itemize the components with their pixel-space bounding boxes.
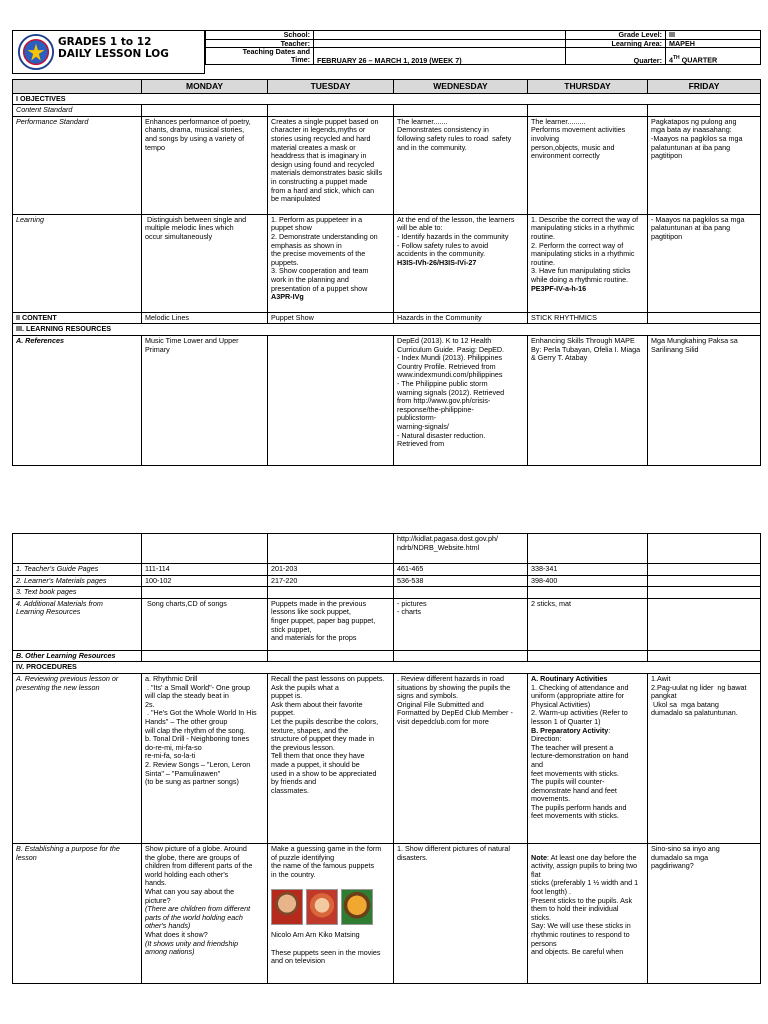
- learning-code-thu: PE3PF-IV-a-h-16: [531, 283, 587, 293]
- header-info-table: [205, 30, 761, 65]
- purpose-fri: Sino-sino sa inyo ang dumadalo sa mga pagdiriwang?: [648, 843, 761, 983]
- grade-label: Grade Level:: [566, 31, 666, 40]
- proc-row: [13, 662, 761, 674]
- purpose-thu: Note: At least one day before the activity, assign pupils to bring two flat sticks (preferably 1 ½ width and 1 foot length) . Present sticks to the pupils. Ask them to hold their individual sticks. Say: We will use these sticks in rhythmic routines to respond to persons and objects. Be careful when: [528, 843, 648, 983]
- learning-row: [13, 214, 761, 312]
- lm-tue: 217-220: [268, 575, 394, 587]
- quarter-label: Quarter:: [566, 48, 666, 65]
- ref-cont-wed: http://kidlat.pagasa.dost.gov.ph/ ndrb/NDRB_Website.html: [394, 534, 528, 564]
- tg-row: [13, 564, 761, 576]
- lesson-log-table-page1: [12, 79, 761, 466]
- area-label: Learning Area:: [566, 39, 666, 48]
- grade-value: III: [666, 31, 761, 40]
- learning-thu: 1. Describe the correct the way of manipulating sticks in a rhythmic routine. 2. Perform the correct way of manipulating sticks in a rhythmic routine. 3. Have fun manipulating sticks while doing a rhythmic routine. PE3PF-IV-a-h-16: [528, 214, 648, 312]
- learning-fri: - Maayos na pagkilos sa mga palatuntunan at iba pang pagtitipon: [648, 214, 761, 312]
- teacher-label: Teacher:: [206, 39, 314, 48]
- perf-mon: Enhances performance of poetry, chants, drama, musical stories, and songs by using a variety of tempo: [142, 116, 268, 214]
- review-wed: . Review different hazards in road situations by showing the pupils the signs and symbols. Original File Submitted and Formatted by DepEd Club Member - visit depedclub.com for more: [394, 673, 528, 843]
- tg-label: 1. Teacher's Guide Pages: [13, 564, 142, 576]
- am-label: 4. Additional Materials from Learning Resources: [13, 598, 142, 650]
- day-thursday: THURSDAY: [528, 80, 648, 94]
- purpose-label: B. Establishing a purpose for the lesson: [13, 843, 142, 983]
- references-cont-row: [13, 534, 761, 564]
- deped-seal-icon: [17, 33, 55, 71]
- learning-mon: Distinguish between single and multiple melodic lines which occur simultaneously: [142, 214, 268, 312]
- teacher-row: [206, 39, 761, 48]
- learning-wed: At the end of the lesson, the learners will be able to: - Identify hazards in the community - Follow safety rules to avoid accidents in the community. H3IS-IVh-26/H3IS-IVi-27: [394, 214, 528, 312]
- am-tue: Puppets made in the previous lessons like sock puppet, finger puppet, paper bag puppet, stick puppet, and materials for the props: [268, 598, 394, 650]
- performance-standard-row: [13, 116, 761, 214]
- area-value: MAPEH: [666, 39, 761, 48]
- puppet-names: Nicolo Arn Arn Kiko Matsing: [271, 930, 360, 940]
- day-tuesday: TUESDAY: [268, 80, 394, 94]
- review-thu: A. Routinary Activities 1. Checking of attendance and uniform (appropriate attire for Physical Activities) 2. Warm-up activities (Refer to lesson 1 of Quarter 1) B. Preparatory Activity: Direction: The teacher will present a lecture-demonstration on hand and feet movements with sticks. The pupils will counter- demonstrate hand and feet movements. The pupils perform hands and feet movements with sticks.: [528, 673, 648, 843]
- ref-wed: DepEd (2013). K to 12 Health Curriculum Guide. Pasig: DepED. - Index Mundi (2013). Philippines Country Profile. Retrieved from www.indexmundi.com/philippines - The Philippine public storm warning signals (2012). Retrieved from http://www.gov.ph/crisis- response/the-philippine- publicstorm- warning-signals/ - Natural disaster reduction. Retrieved from: [394, 335, 528, 465]
- objectives-row: [13, 93, 761, 105]
- doc-title-line1: GRADES 1 to 12: [58, 36, 152, 48]
- day-wednesday: WEDNESDAY: [394, 80, 528, 94]
- ref-tue: [268, 335, 394, 465]
- tg-tue: 201-203: [268, 564, 394, 576]
- perf-fri: Pagkatapos ng pulong ang mga bata ay inaasahang: -Maayos na pagkilos sa mga palatuntunan at iba pang pagtitipon: [648, 116, 761, 214]
- school-row: [206, 31, 761, 40]
- content-mon: Melodic Lines: [142, 312, 268, 324]
- school-label: School:: [206, 31, 314, 40]
- references-row: [13, 335, 761, 465]
- olr-label: B. Other Learning Resources: [13, 650, 142, 662]
- tg-fri: [648, 564, 761, 576]
- objectives-label: I OBJECTIVES: [13, 93, 761, 105]
- content-fri: [648, 312, 761, 324]
- purpose-tue: Make a guessing game in the form of puzzle identifying the name of the famous puppets in the country. Nicolo Arn Arn Kiko Matsing These puppets seen in the movies and on television: [268, 843, 394, 983]
- content-standard-label: Content Standard: [13, 105, 142, 117]
- perf-thu: The learner......... Performs movement activities involving person,objects, music and environment correctly: [528, 116, 648, 214]
- am-thu: 2 sticks, mat: [528, 598, 648, 650]
- review-fri: 1.Awit 2.Pag-uulat ng lider ng bawat pangkat Ukol sa mga batang dumadalo sa palatuntunan.: [648, 673, 761, 843]
- tg-wed: 461-465: [394, 564, 528, 576]
- content-wed: Hazards in the Community: [394, 312, 528, 324]
- day-header-row: [13, 80, 761, 94]
- quarter-value: 4TH QUARTER: [666, 48, 761, 65]
- resources-label: III. LEARNING RESOURCES: [13, 324, 761, 336]
- performance-standard-label: Performance Standard: [13, 116, 142, 214]
- doc-title-line2: DAILY LESSON LOG: [58, 48, 169, 60]
- day-monday: MONDAY: [142, 80, 268, 94]
- review-mon: a. Rhythmic Drill . "Its' a Small World"- One group will clap the steady beat in 2s. . "He's Got the Whole World In His Hands" – The other group will clap the rhythm of the song. b. Tonal Drill - Neighboring tones do-re-mi, mi-fa-so re-mi-fa, so-la-ti 2. Review Songs – "Leron, Leron Sinta" – "Pamulinawen" (to be sung as partner songs): [142, 673, 268, 843]
- perf-wed: The learner....... Demonstrates consistency in following safety rules to road safety and in the community.: [394, 116, 528, 214]
- dates-label: Teaching Dates and Time:: [206, 48, 314, 65]
- review-label: A. Reviewing previous lesson or presenting the new lesson: [13, 673, 142, 843]
- tb-row: [13, 587, 761, 599]
- learning-tue: 1. Perform as puppeteer in a puppet show 2. Demonstrate understanding on emphasis as shown in the precise movements of the puppets. 3. Show cooperation and team work in the planning and presentation of a puppet show A3PR-IVg: [268, 214, 394, 312]
- tb-label: 3. Text book pages: [13, 587, 142, 599]
- am-row: [13, 598, 761, 650]
- lm-thu: 398-400: [528, 575, 648, 587]
- dates-row: [206, 48, 761, 65]
- resources-row: [13, 324, 761, 336]
- dates-value: FEBRUARY 26 – MARCH 1, 2019 (WEEK 7): [314, 48, 566, 65]
- perf-tue: Creates a single puppet based on character in legends,myths or stories using recycled and hard material creates a mask or headdress that is imaginary in design using found and recycled materials demonstrates basic skills in constructing a puppet made from a hard and stick, which can be manipulated: [268, 116, 394, 214]
- teacher-value: [314, 39, 566, 48]
- purpose-mon: Show picture of a globe. Around the globe, there are groups of children from different parts of the world holding each other's hands. What can you say about the picture? (There are children from different parts of the world holding each other's hands) What does it show? (It shows unity and friendship among nations): [142, 843, 268, 983]
- tg-mon: 111-114: [142, 564, 268, 576]
- lm-label: 2. Learner's Materials pages: [13, 575, 142, 587]
- puppet-photo-arn-arn: [306, 889, 338, 925]
- purpose-row: [13, 843, 761, 983]
- lm-row: [13, 575, 761, 587]
- ref-mon: Music Time Lower and Upper Primary: [142, 335, 268, 465]
- learning-code-wed: H3IS-IVh-26/H3IS-IVi-27: [397, 257, 477, 267]
- learning-label: Learning: [13, 214, 142, 312]
- content-row: [13, 312, 761, 324]
- content-tue: Puppet Show: [268, 312, 394, 324]
- content-label: II CONTENT: [13, 312, 142, 324]
- content-standard-row: [13, 105, 761, 117]
- lm-mon: 100-102: [142, 575, 268, 587]
- purpose-wed: 1. Show different pictures of natural disasters.: [394, 843, 528, 983]
- puppet-photo-nicolo: [271, 889, 303, 925]
- references-label: A. References: [13, 335, 142, 465]
- am-mon: Song charts,CD of songs: [142, 598, 268, 650]
- review-tue: Recall the past lessons on puppets. Ask the pupils what a puppet is. Ask them about their favorite puppet. Let the pupils describe the colors, texture, shapes, and the structure of puppet they made in the previous lesson. Tell them that once they have made a puppet, it should be used in a show to be appreciated by friends and classmates.: [268, 673, 394, 843]
- school-value: [314, 31, 566, 40]
- puppet-photo-kiko-matsing: [341, 889, 373, 925]
- learning-code-tue: A3PR-IVg: [271, 292, 304, 302]
- ref-thu: Enhancing Skills Through MAPE By: Perla Tubayan, Ofelia I. Miaga & Gerry T. Atabay: [528, 335, 648, 465]
- procedures-label: IV. PROCEDURES: [13, 662, 761, 674]
- corner-cell: [13, 80, 142, 94]
- lm-wed: 536-538: [394, 575, 528, 587]
- review-row: [13, 673, 761, 843]
- lesson-log-table-page2: [12, 533, 761, 984]
- olr-row: [13, 650, 761, 662]
- am-wed: - pictures - charts: [394, 598, 528, 650]
- tg-thu: 338-341: [528, 564, 648, 576]
- lm-fri: [648, 575, 761, 587]
- content-thu: STICK RHYTHMICS: [528, 312, 648, 324]
- puppet-photos: [271, 889, 390, 925]
- ref-fri: Mga Mungkahing Paksa sa Sarilinang Silid: [648, 335, 761, 465]
- day-friday: FRIDAY: [648, 80, 761, 94]
